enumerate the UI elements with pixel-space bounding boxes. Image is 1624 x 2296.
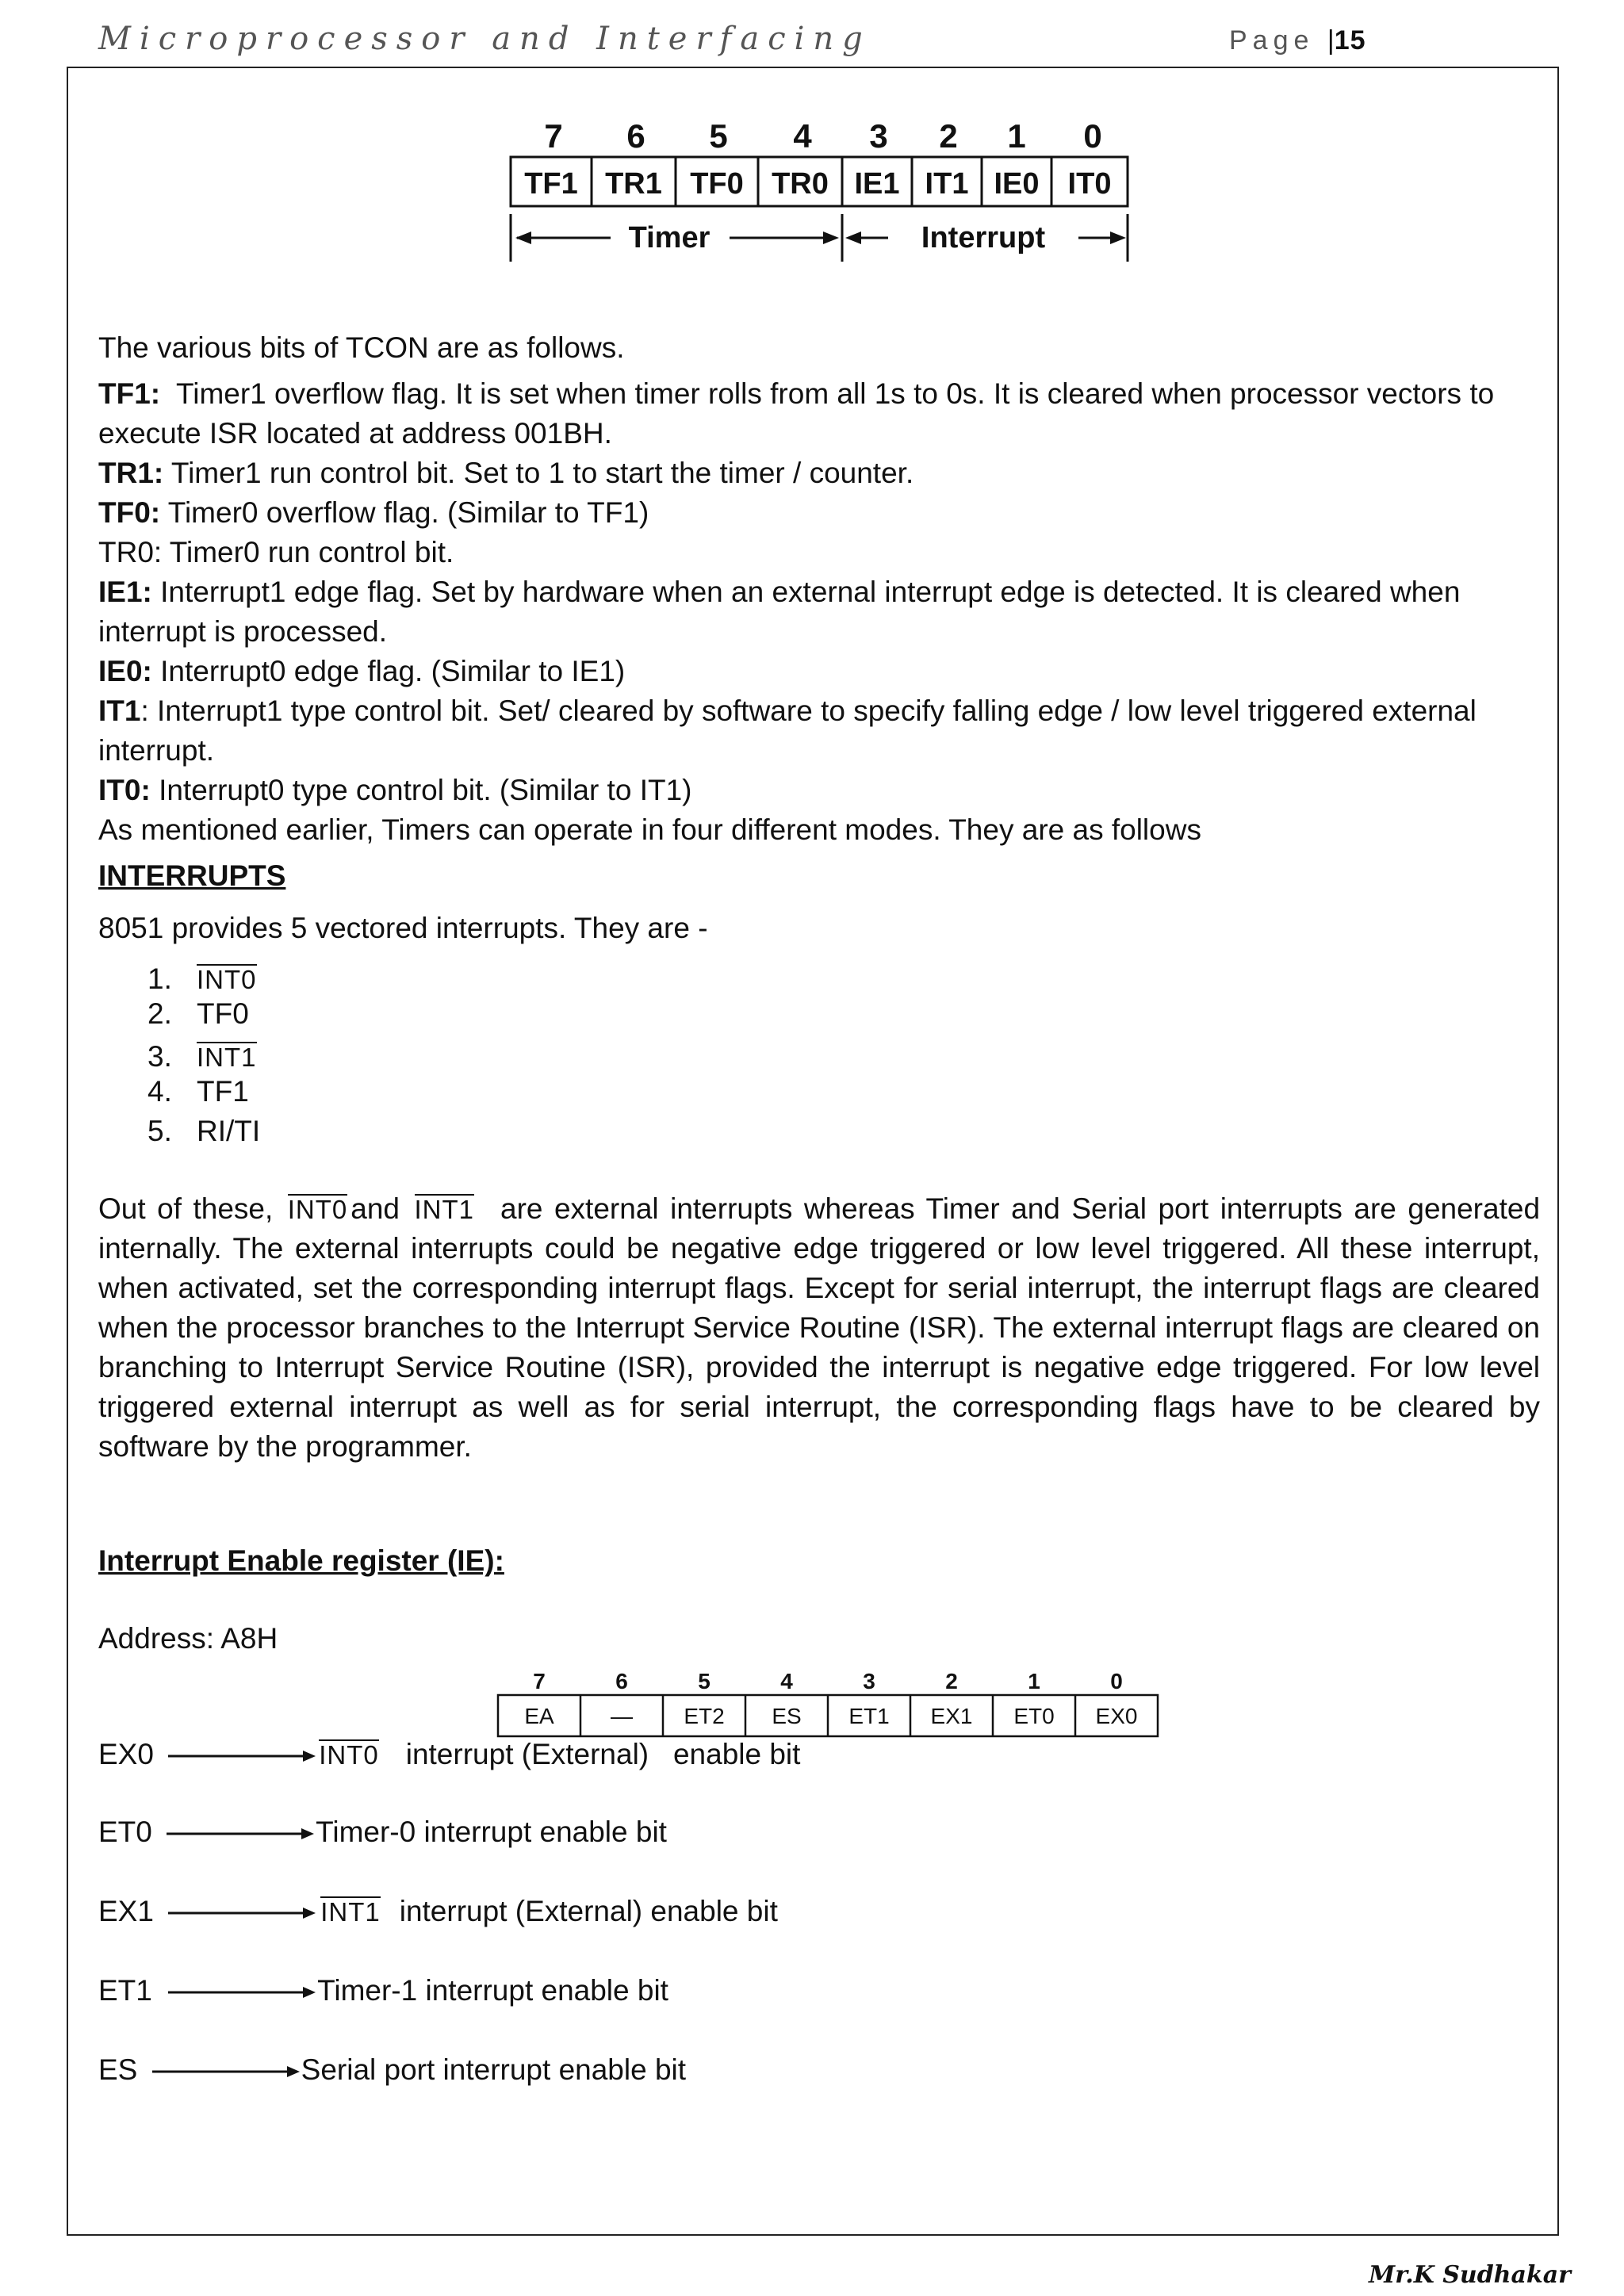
list-item bbox=[147, 1037, 260, 1077]
it1-text: : Interrupt1 type control bit. Set/ cleared by software to specify falling edge / low level triggered external interrupt. bbox=[98, 695, 1477, 767]
ie-bit-reserved: — bbox=[611, 1704, 633, 1728]
tcon-bitnum-1: 1 bbox=[1007, 117, 1026, 155]
ie-bitnum-0: 0 bbox=[1110, 1669, 1123, 1693]
list-item-number: 2. bbox=[147, 997, 172, 1030]
tcon-tf0-desc bbox=[98, 493, 649, 533]
ie-bit-et2: ET2 bbox=[684, 1704, 725, 1728]
list-item-text: INT0 bbox=[197, 965, 257, 994]
tf0-label: TF0: bbox=[98, 496, 161, 529]
it0-label: IT0: bbox=[98, 774, 151, 806]
arrow-icon bbox=[167, 1748, 317, 1764]
ie-bit-cells bbox=[498, 1695, 1158, 1736]
it0-text: Interrupt0 type control bit. (Similar to IT1) bbox=[159, 774, 692, 806]
tcon-bitnum-6: 6 bbox=[626, 117, 645, 155]
ie-row-et1 bbox=[98, 1971, 668, 2011]
tcon-bitnum-0: 0 bbox=[1083, 117, 1102, 155]
ie-row-text: Timer-0 interrupt enable bit bbox=[316, 1816, 667, 1848]
ie-bit-et0: ET0 bbox=[1013, 1704, 1055, 1728]
ie-bitnum-6: 6 bbox=[615, 1669, 628, 1693]
para-and: and bbox=[350, 1192, 400, 1225]
tcon-bitnum-2: 2 bbox=[939, 117, 958, 155]
ie-row-label: EX1 bbox=[98, 1895, 154, 1927]
ie-bitnum-1: 1 bbox=[1028, 1669, 1040, 1693]
tcon-bit-tf0: TF0 bbox=[690, 167, 744, 201]
header-title: Microprocessor and Interfacing bbox=[98, 21, 871, 57]
arrow-icon bbox=[167, 1905, 317, 1921]
para-int1: INT1 bbox=[414, 1195, 475, 1224]
ie1-label: IE1: bbox=[98, 576, 152, 608]
list-item-number: 3. bbox=[147, 1040, 172, 1073]
arrow-icon bbox=[151, 2064, 301, 2080]
ie-bit-ex1: EX1 bbox=[930, 1704, 973, 1728]
ie-diagram bbox=[492, 1665, 1166, 1741]
list-item bbox=[147, 959, 260, 999]
interrupts-intro: 8051 provides 5 vectored interrupts. They are - bbox=[98, 912, 708, 944]
ie-bitnum-7: 7 bbox=[533, 1669, 546, 1693]
timer-modes-line: As mentioned earlier, Timers can operate in four different modes. They are as follows bbox=[98, 813, 1201, 846]
para-int0: INT0 bbox=[287, 1195, 348, 1224]
tcon-bit-tr0: TR0 bbox=[772, 167, 829, 201]
tcon-bit-it1: IT1 bbox=[925, 167, 969, 201]
list-item bbox=[147, 1112, 260, 1151]
tf0-text: Timer0 overflow flag. (Similar to TF1) bbox=[167, 496, 649, 529]
tcon-group-timer: Timer bbox=[628, 221, 710, 254]
list-item-number: 1. bbox=[147, 962, 172, 995]
tcon-it1-desc bbox=[98, 691, 1510, 771]
ie-bit-ea: EA bbox=[524, 1704, 554, 1728]
ie-row-text: Timer-1 interrupt enable bit bbox=[317, 1974, 668, 2007]
list-item bbox=[147, 994, 249, 1034]
ie-row-overline: INT0 bbox=[319, 1740, 379, 1770]
tcon-tf1-desc bbox=[98, 374, 1540, 453]
tcon-bit-labels bbox=[524, 167, 1111, 201]
list-item bbox=[147, 1072, 249, 1112]
ie-row-label: EX0 bbox=[98, 1738, 154, 1770]
ie-row-label: ET1 bbox=[98, 1974, 152, 2007]
tf1-label: TF1: bbox=[98, 377, 161, 410]
list-item-text: RI/TI bbox=[197, 1115, 261, 1147]
list-item-text: TF0 bbox=[197, 997, 249, 1030]
ie-bit-et1: ET1 bbox=[848, 1704, 890, 1728]
footer-author: Mr.K Sudhakar bbox=[1369, 2261, 1571, 2289]
para-rest: are external interrupts whereas Timer and Serial port interrupts are generated internally. The external interrupts could be negative edge triggered or low level triggered. All these interrupt, when activated, set the corresponding interrupt flags. Except for serial interrupt, the interrupt flags are cleared when the processor branches to the Interrupt Service Routine (ISR). The external interrupt flags are cleared on branching to Interrupt Service Routine (ISR), provided the interrupt is negative edge triggered. For low level triggered external interrupt as well as for serial interrupt, the corresponding flags have to be cleared by software by the programmer. bbox=[98, 1192, 1541, 1463]
ie1-text: Interrupt1 edge flag. Set by hardware when an external interrupt edge is detected. It is cleared when interrupt is processed. bbox=[98, 576, 1461, 648]
tcon-group-interrupt: Interrupt bbox=[921, 221, 1046, 254]
tcon-bit-ie1: IE1 bbox=[854, 167, 900, 201]
tcon-bit-tf1: TF1 bbox=[524, 167, 578, 201]
arrow-icon bbox=[167, 1984, 317, 2000]
ie-bitnum-5: 5 bbox=[698, 1669, 710, 1693]
tcon-bit-it0: IT0 bbox=[1067, 167, 1112, 201]
tcon-bit-tr1: TR1 bbox=[605, 167, 662, 201]
interrupts-heading: INTERRUPTS bbox=[98, 859, 286, 892]
tcon-bit-numbers bbox=[544, 117, 1101, 155]
ie-bit-ex0: EX0 bbox=[1095, 1704, 1138, 1728]
page-number-area bbox=[1229, 25, 1366, 56]
tcon-bit-ie0: IE0 bbox=[994, 167, 1040, 201]
page-separator: | bbox=[1327, 25, 1335, 55]
tf1-text: Timer1 overflow flag. It is set when timer rolls from all 1s to 0s. It is cleared when processor vectors to execute ISR located at address 001BH. bbox=[98, 377, 1495, 450]
ie-row-label: ES bbox=[98, 2053, 138, 2086]
ie0-text: Interrupt0 edge flag. (Similar to IE1) bbox=[160, 655, 626, 687]
ie-row-text: Serial port interrupt enable bit bbox=[301, 2053, 687, 2086]
ie-row-text: interrupt (External) enable bit bbox=[405, 1738, 801, 1770]
ie-row-ex1 bbox=[98, 1892, 778, 1931]
page-number: 15 bbox=[1334, 25, 1366, 55]
tcon-bitnum-3: 3 bbox=[869, 117, 888, 155]
ie-address: Address: A8H bbox=[98, 1622, 278, 1655]
tcon-tr1-desc bbox=[98, 453, 914, 493]
ie-row-label: ET0 bbox=[98, 1816, 152, 1848]
arrow-icon bbox=[165, 1826, 316, 1842]
it1-label: IT1 bbox=[98, 695, 141, 727]
ie-heading: Interrupt Enable register (IE): bbox=[98, 1544, 504, 1577]
tcon-bitnum-5: 5 bbox=[709, 117, 728, 155]
ie-row-overline: INT1 bbox=[320, 1897, 381, 1927]
list-item-number: 5. bbox=[147, 1115, 172, 1147]
list-item-text: INT1 bbox=[197, 1043, 257, 1072]
tcon-ie0-desc bbox=[98, 652, 625, 691]
tcon-ie1-desc bbox=[98, 572, 1540, 652]
tcon-intro: The various bits of TCON are as follows. bbox=[98, 331, 625, 364]
ie-bit-labels bbox=[524, 1704, 1137, 1728]
ie-row-et0 bbox=[98, 1812, 667, 1852]
list-item-number: 4. bbox=[147, 1075, 172, 1108]
ie0-label: IE0: bbox=[98, 655, 152, 687]
tr1-text: Timer1 run control bit. Set to 1 to start the timer / counter. bbox=[170, 457, 914, 489]
ie-bitnum-4: 4 bbox=[780, 1669, 793, 1693]
ie-bitnum-2: 2 bbox=[945, 1669, 958, 1693]
ie-bit-es: ES bbox=[772, 1704, 802, 1728]
tcon-bitnum-7: 7 bbox=[544, 117, 563, 155]
ie-row-text: interrupt (External) enable bit bbox=[399, 1895, 778, 1927]
tr1-label: TR1: bbox=[98, 457, 164, 489]
tcon-bitnum-4: 4 bbox=[793, 117, 812, 155]
interrupts-paragraph bbox=[98, 1189, 1540, 1467]
ie-row-es bbox=[98, 2050, 686, 2090]
page-label: Page bbox=[1229, 25, 1315, 55]
ie-bitnum-3: 3 bbox=[863, 1669, 875, 1693]
tcon-diagram bbox=[500, 111, 1150, 270]
tcon-tr0-desc: TR0: Timer0 run control bit. bbox=[98, 536, 454, 568]
list-item-text: TF1 bbox=[197, 1075, 249, 1108]
para-start: Out of these, bbox=[98, 1192, 274, 1225]
tcon-it0-desc bbox=[98, 771, 691, 810]
ie-bit-numbers bbox=[533, 1669, 1123, 1693]
